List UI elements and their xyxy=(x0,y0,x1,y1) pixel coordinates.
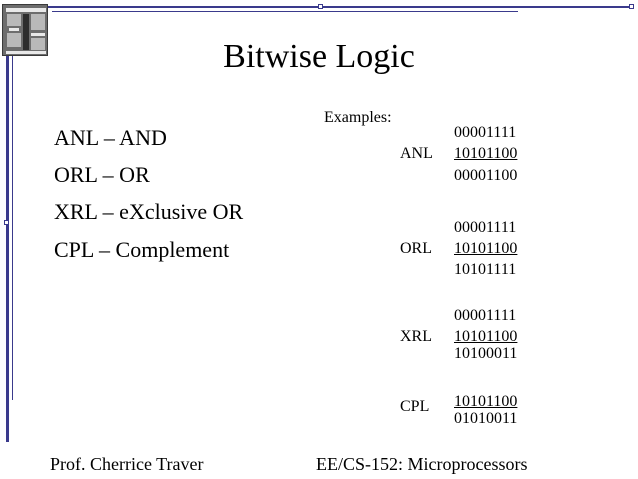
footer-course: EE/CS-152: Microprocessors xyxy=(316,454,528,474)
cpl-operand: 10101100 xyxy=(454,393,518,410)
orl-result: 10101111 xyxy=(454,261,517,278)
anl-operand-a: 00001111 xyxy=(454,124,517,141)
left-handle-icon xyxy=(4,220,9,225)
inner-left-line xyxy=(12,56,13,400)
footer-author: Prof. Cherrice Traver xyxy=(50,454,204,474)
xrl-result: 10100011 xyxy=(454,345,518,362)
top-handle-icon xyxy=(318,4,323,9)
bullet-orl: ORL – OR xyxy=(54,162,150,187)
orl-operand-a: 00001111 xyxy=(454,219,517,236)
slide-title: Bitwise Logic xyxy=(223,38,415,75)
bullet-cpl: CPL – Complement xyxy=(54,237,230,262)
anl-op-label: ANL xyxy=(400,145,433,162)
bullet-xrl: XRL – eXclusive OR xyxy=(54,199,244,224)
anl-result: 00001100 xyxy=(454,167,518,184)
anl-operand-b: 10101100 xyxy=(454,145,518,162)
cpl-result: 01010011 xyxy=(454,410,518,427)
xrl-operand-a: 00001111 xyxy=(454,307,517,324)
xrl-op-label: XRL xyxy=(400,328,432,345)
inner-top-line xyxy=(52,11,518,12)
bullet-anl: ANL – AND xyxy=(54,125,167,150)
examples-label: Examples: xyxy=(324,109,392,126)
orl-op-label: ORL xyxy=(400,240,432,257)
orl-operand-b: 10101100 xyxy=(454,240,518,257)
top-right-handle-icon xyxy=(629,4,634,9)
xrl-operand-b: 10101100 xyxy=(454,328,518,345)
cpl-op-label: CPL xyxy=(400,398,430,415)
